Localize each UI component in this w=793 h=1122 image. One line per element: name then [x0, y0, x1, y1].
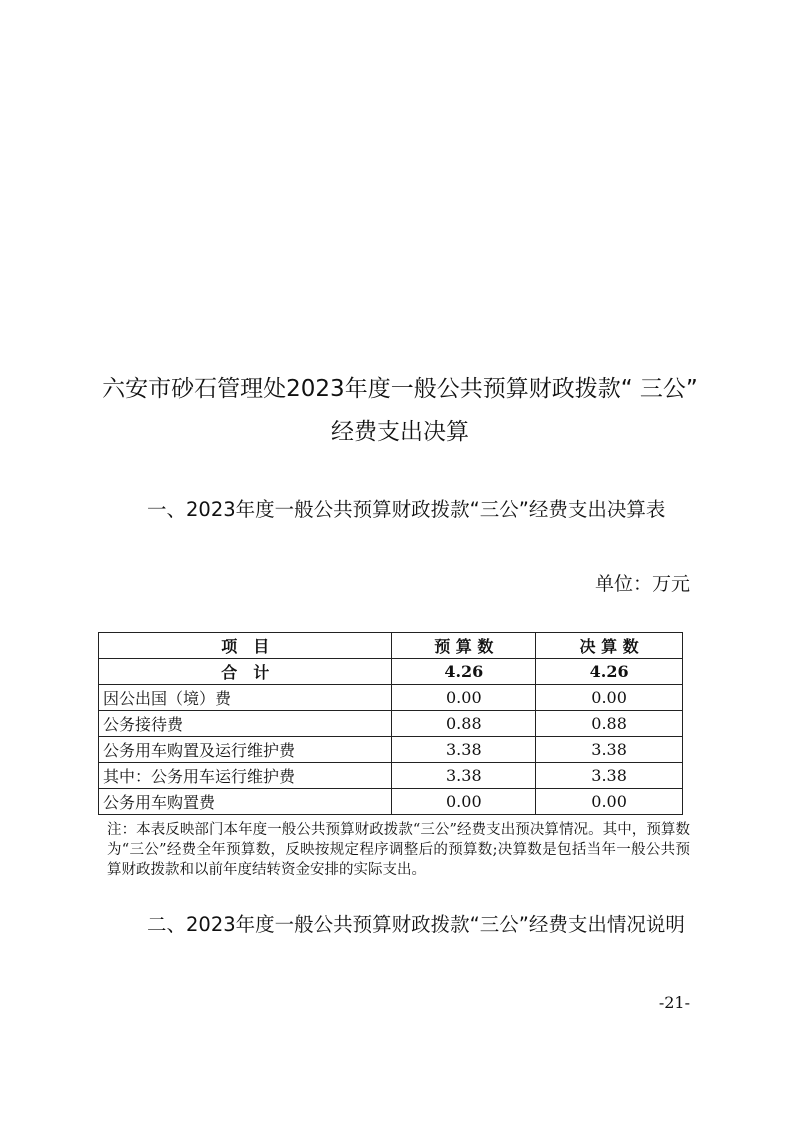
row-label: 公务用车购置费: [99, 789, 392, 815]
table-row: [99, 763, 683, 789]
header-final: 决 算 数: [536, 633, 683, 659]
header-item: 项 目: [99, 633, 392, 659]
row-final: 0.88: [536, 711, 683, 737]
document-title: 六安市砂石管理处2023年度一般公共预算财政拨款“ 三公” 经费支出决算: [102, 376, 698, 445]
row-final: 0.00: [536, 685, 683, 711]
row-final: 3.38: [536, 737, 683, 763]
table-header-row: [99, 633, 683, 659]
row-budget: 3.38: [392, 763, 536, 789]
header-budget: 预 算 数: [392, 633, 536, 659]
unit-label: 单位：万元: [594, 573, 690, 595]
table-row-total: [99, 659, 683, 685]
table-note: 注：本表反映部门本年度一般公共预算财政拨款“三公”经费支出预决算情况。其中，预算数为“三公”经费全年预算数，反映按规定程序调整后的预算数;决算数是包括当年一般公共预算财政拨款和以前年度结转资金安排的实际支出。: [107, 822, 690, 878]
row-budget: 3.38: [392, 737, 536, 763]
section-1-heading: 一、2023年度一般公共预算财政拨款“三公”经费支出决算表: [147, 498, 666, 521]
row-final: 4.26: [536, 659, 683, 685]
row-budget: 0.00: [392, 685, 536, 711]
row-budget: 0.88: [392, 711, 536, 737]
table-row: [99, 737, 683, 763]
row-budget: 4.26: [392, 659, 536, 685]
row-label: 公务用车购置及运行维护费: [99, 737, 392, 763]
budget-table: [98, 632, 683, 815]
row-budget: 0.00: [392, 789, 536, 815]
table-row: [99, 685, 683, 711]
table-row: [99, 711, 683, 737]
row-label: 因公出国（境）费: [99, 685, 392, 711]
row-final: 0.00: [536, 789, 683, 815]
section-2-heading: 二、2023年度一般公共预算财政拨款“三公”经费支出情况说明: [147, 913, 685, 936]
page-number: -21-: [658, 993, 690, 1012]
row-label: 其中：公务用车运行维护费: [99, 763, 392, 789]
row-label: 合 计: [99, 659, 392, 685]
row-label: 公务接待费: [99, 711, 392, 737]
table-row: [99, 789, 683, 815]
row-final: 3.38: [536, 763, 683, 789]
